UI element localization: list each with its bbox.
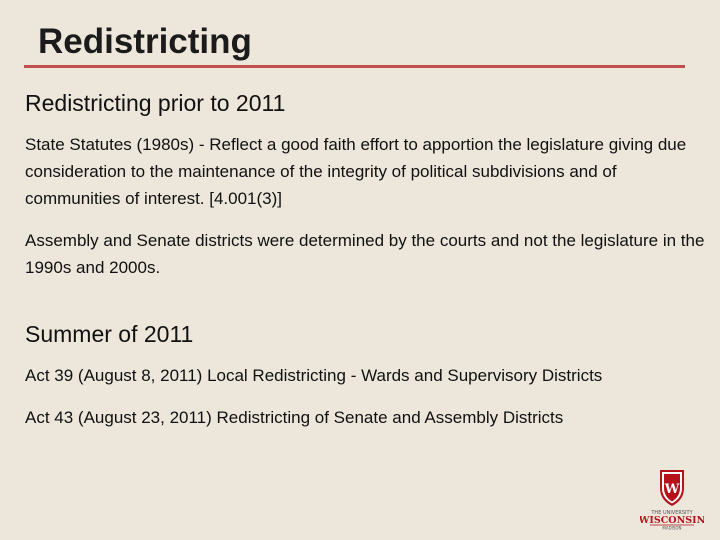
section-heading-summer-2011: Summer of 2011	[25, 321, 194, 347]
act-39-paragraph: Act 39 (August 8, 2011) Local Redistricting - Wards and Supervisory Districts	[25, 366, 603, 385]
section-heading-prior-2011: Redistricting prior to 2011	[25, 90, 286, 116]
courts-paragraph: Assembly and Senate districts were determined by the courts and not the legislature in the 1990s and 2000s.	[25, 231, 705, 277]
slide-body	[25, 90, 710, 446]
svg-text:W: W	[664, 482, 680, 497]
svg-text:THE UNIVERSITY: THE UNIVERSITY	[651, 510, 693, 516]
statutes-paragraph: State Statutes (1980s) - Reflect a good faith effort to apportion the legislature giving due consideration to the maintenance of the integrity of political subdivisions and of communities of interest. [4.001(3)]	[25, 135, 687, 208]
act-43-paragraph: Act 43 (August 23, 2011) Redistricting of Senate and Assembly Districts	[25, 408, 564, 427]
title-underline	[24, 65, 685, 68]
svg-text:WISCONSIN: WISCONSIN	[640, 515, 704, 526]
university-crest-icon	[640, 466, 704, 530]
slide-title: Redistricting	[38, 22, 252, 61]
svg-text:MADISON: MADISON	[662, 525, 682, 530]
university-logo	[640, 466, 704, 530]
